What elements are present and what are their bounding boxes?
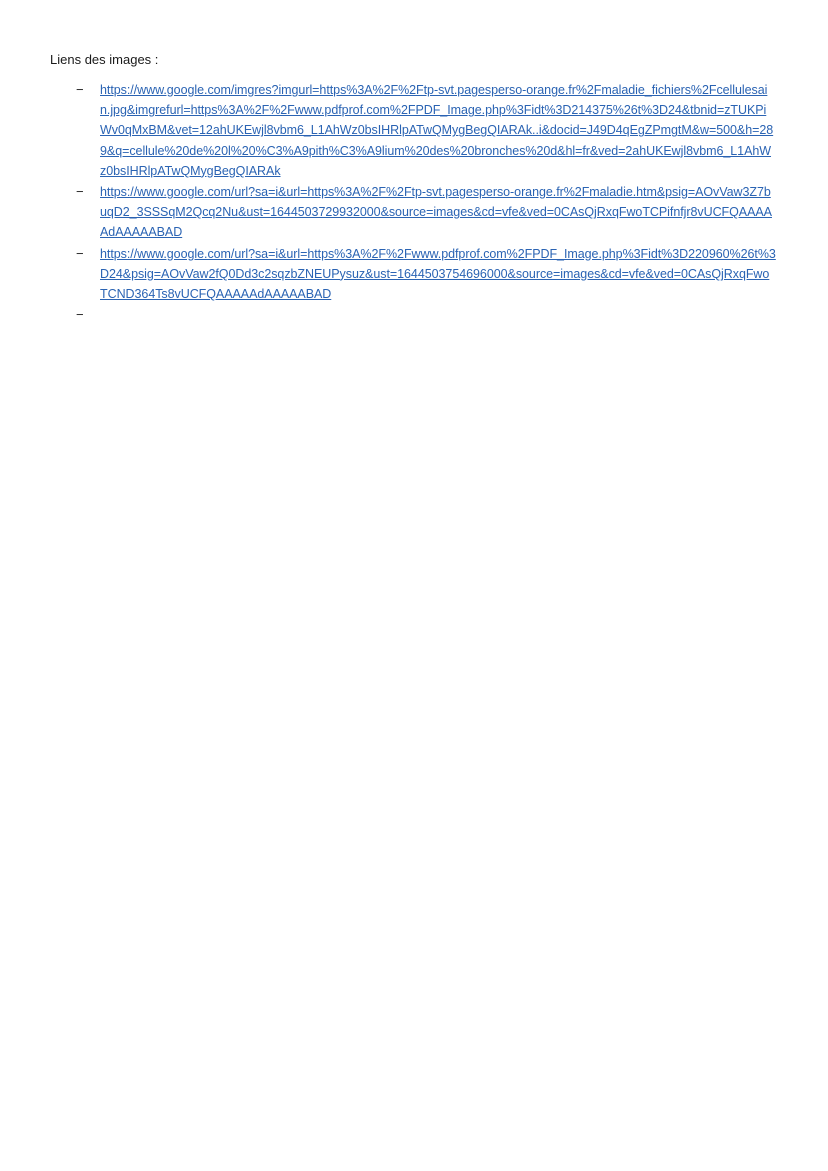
list-item: [76, 80, 776, 181]
list-item: [76, 182, 776, 243]
dash-bullet: −: [76, 245, 84, 261]
list-item: [76, 244, 776, 305]
dash-bullet: −: [76, 82, 84, 97]
image-links-list: [76, 80, 776, 325]
dash-bullet: −: [76, 184, 84, 200]
page-heading: Liens des images :: [50, 52, 159, 67]
image-link-2[interactable]: https://www.google.com/url?sa=i&url=https%3A%2F%2Ftp-svt.pagesperso-orange.fr%2Fmaladie.htm&psig=AOvVaw3Z7buqD2_3SSSqM2Qcq2Nu&ust=1644503729932000&source=images&cd=vfe&ved=0CAsQjRxqFwoTCPifnfjr8vUCFQAAAAAdAAAAABAD: [100, 185, 772, 240]
image-link-3[interactable]: https://www.google.com/url?sa=i&url=https%3A%2F%2Fwww.pdfprof.com%2FPDF_Image.php%3Fidt%3D220960%26t%3D24&psig=AOvVaw2fQ0Dd3c2sqzbZNEUPysuz&ust=1644503754696000&source=images&cd=vfe&ved=0CAsQjRxqFwoTCND364Ts8vUCFQAAAAAdAAAAABAD: [100, 246, 776, 302]
image-link-1[interactable]: https://www.google.com/imgres?imgurl=https%3A%2F%2Ftp-svt.pagesperso-orange.fr%2Fmaladie_fichiers%2Fcellulesain.jpg&imgrefurl=https%3A%2F%2Fwww.pdfprof.com%2FPDF_Image.php%3Fidt%3D214375%26t%3D24&tbnid=zTUKPiWv0qMxBM&vet=12ahUKEwjl8vbm6_L1AhWz0bsIHRlpATwQMygBegQIARAk..i&docid=J49D4qEgZPmgtM&w=500&h=289&q=cellule%20de%20l%20%C3%A9pith%C3%A9lium%20des%20bronches%20d&hl=fr&ved=2ahUKEwjl8vbm6_L1AhWz0bsIHRlpATwQMygBegQIARAk: [100, 83, 774, 178]
list-item-empty: [76, 305, 776, 324]
dash-bullet: −: [76, 307, 84, 323]
